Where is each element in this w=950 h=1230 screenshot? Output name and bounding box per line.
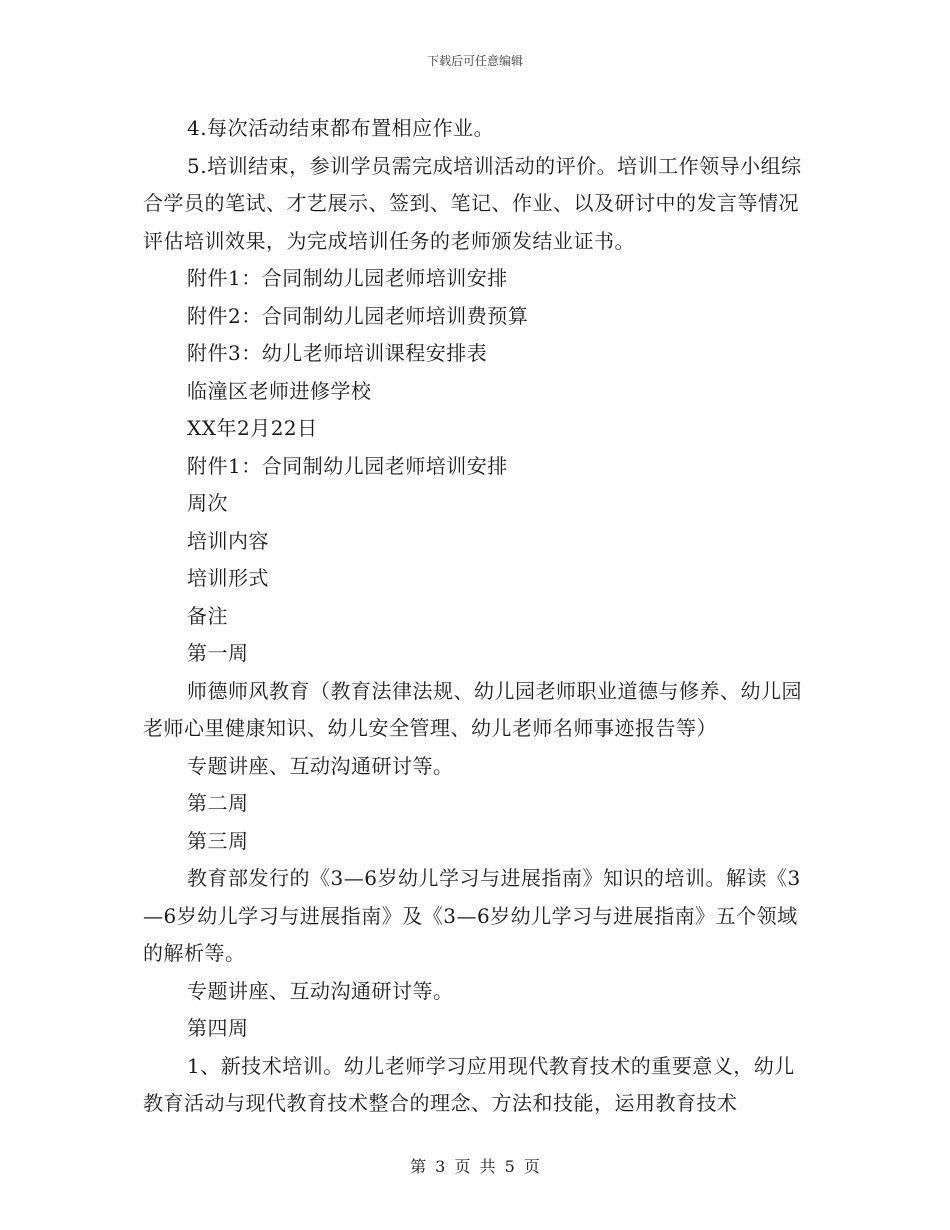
paragraph: 备注 [187,603,228,628]
paragraph: 第二周 [187,791,249,815]
paragraph: 附件2：合同制幼儿园老师培训费预算 [187,303,529,328]
paragraph: 附件3：幼儿老师培训课程安排表 [187,341,488,365]
paragraph: 培训内容 [187,528,269,553]
paragraph: 周次 [187,491,228,515]
paragraph: 专题讲座、互动沟通研讨等。 [187,753,454,778]
paragraph: 师德师风教育（教育法律法规、幼儿园老师职业道德与修养、幼儿园老师心里健康知识、幼儿安全管理、幼儿老师名师事迹报告等） [143,678,802,740]
paragraph: 第四周 [187,1016,249,1040]
paragraph: 4.每次活动结束都布置相应作业。 [187,116,495,140]
paragraph: 专题讲座、互动沟通研讨等。 [187,978,454,1003]
paragraph: 培训形式 [187,566,269,590]
paragraph: 附件1：合同制幼儿园老师培训安排 [187,453,508,478]
paragraph: 教育部发行的《3—6岁幼儿学习与进展指南》知识的培训。解读《3—6岁幼儿学习与进展指南》及《3—6岁幼儿学习与进展指南》五个领域的解析等。 [143,866,801,965]
paragraph: 附件1：合同制幼儿园老师培训安排 [187,266,508,290]
paragraph: 临潼区老师进修学校 [187,378,372,403]
paragraph: 5.培训结束，参训学员需完成培训活动的评价。培训工作领导小组综合学员的笔试、才艺展示、签到、笔记、作业、以及研讨中的发言等情况评估培训效果，为完成培训任务的老师颁发结业证书。 [143,153,802,253]
paragraph: XX年2月22日 [187,416,318,440]
page-header: 下载后可任意编辑 [426,54,523,68]
paragraph: 1、新技术培训。幼儿老师学习应用现代教育技术的重要意义，幼儿教育活动与现代教育技术整合的理念、方法和技能，运用教育技术 [143,1053,795,1115]
page-footer: 第 3 页 共 5 页 [410,1157,540,1176]
paragraph: 第一周 [187,641,249,665]
paragraph: 第三周 [187,828,249,853]
document-body [143,110,808,1123]
